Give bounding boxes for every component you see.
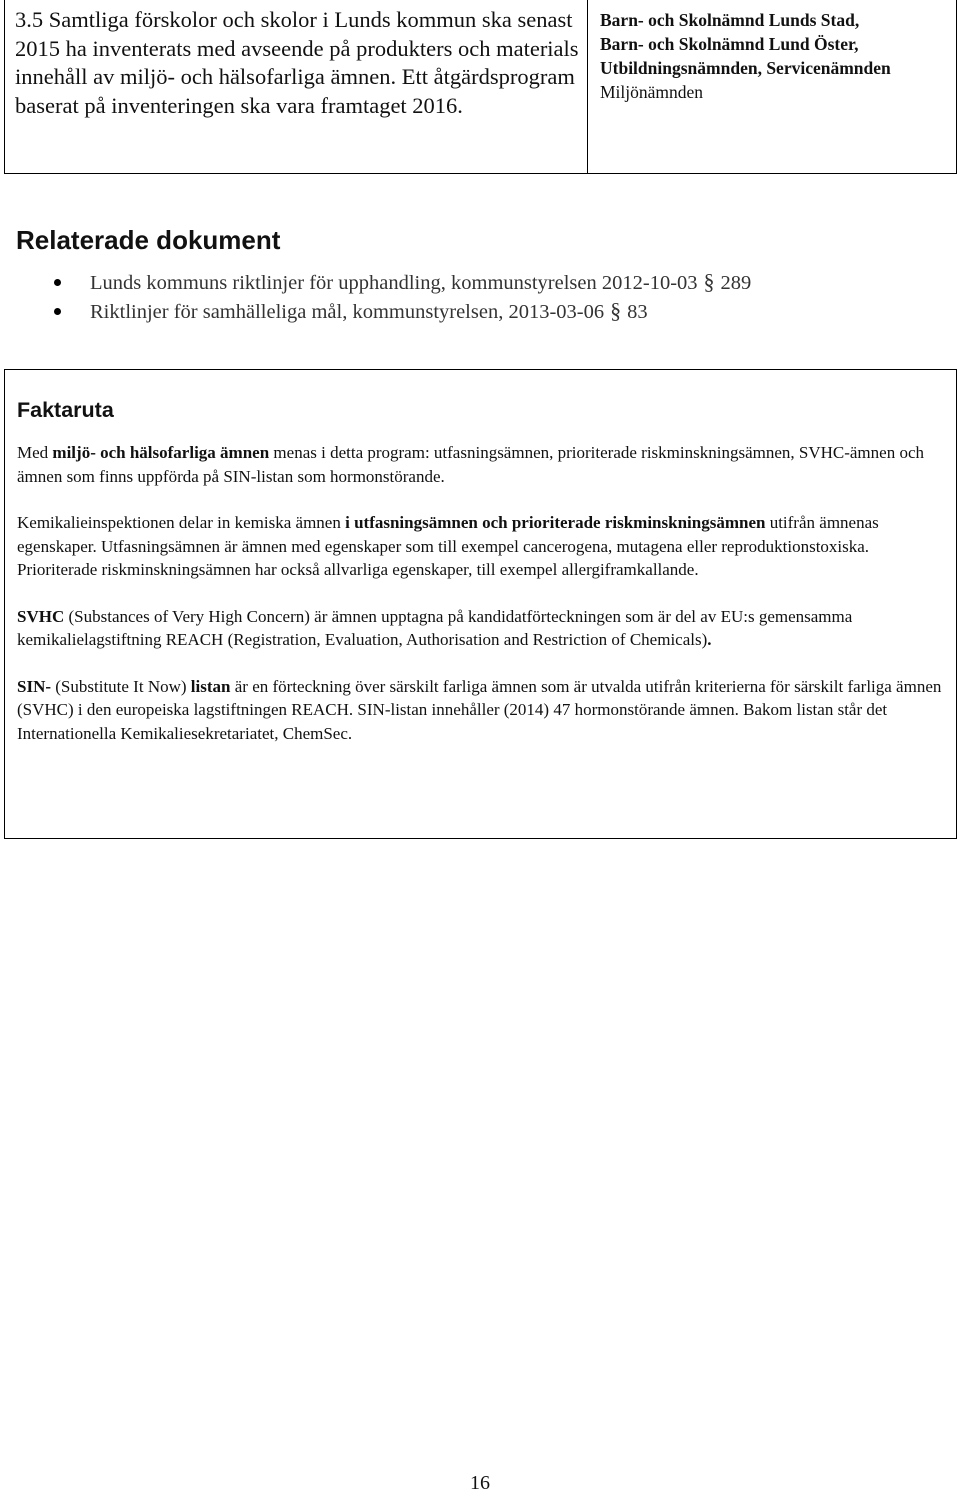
page-number: 16: [470, 1472, 490, 1494]
related-document-title: Lunds kommuns riktlinjer för upphandling, kommunstyrelsen 2012-10-03: [90, 272, 698, 294]
bullet-icon: [54, 308, 61, 315]
section-number: 289: [720, 272, 752, 294]
related-documents-heading: Relaterade dokument: [16, 225, 281, 255]
section-sign: §: [703, 269, 715, 294]
bold-term: miljö- och hälsofarliga ämnen: [52, 443, 270, 462]
responsible-body: Barn- och Skolnämnd Lund Öster,: [600, 34, 859, 54]
fact-paragraph: [17, 511, 942, 582]
bold-term: listan: [190, 676, 231, 696]
text-run: (Substances of Very High Concern) är ämnen upptagna på kandidatförteckningen som är del av EU:s gemensamma kemikalielagstiftning REACH (Registration, Evaluation, Authorisation and Restriction of Chemicals): [17, 606, 853, 649]
text-run: Med: [17, 443, 53, 462]
bold-term: SIN-: [17, 676, 52, 696]
fact-paragraph: [17, 675, 942, 746]
fact-paragraph: [17, 605, 942, 652]
text-run: är en förteckning över särskilt farliga ämnen som är utvalda utifrån kriterierna för särskilt farliga ämnen (SVHC) i den europeiska lagstiftningen REACH. SIN-listan innehåller (2014) 47 hormonstörande ämnen. Bakom listan står det Internationella Kemikaliesekretariatet, ChemSec.: [17, 676, 942, 743]
bold-term: .: [707, 630, 712, 649]
text-run: utifrån ämnenas egenskaper. Utfasningsämnen är ämnen med egenskaper som till exempel cancerogena, mutagena eller reproduktionstoxiska. Prioriterade riskminskningsämnen har också allvarliga egenskaper, till exempel allergiframkallande.: [17, 513, 879, 579]
text-run: Kemikalieinspektionen delar in kemiska ämnen: [17, 513, 346, 532]
list-item: [0, 268, 950, 297]
bullet-icon: [54, 279, 61, 286]
fact-box: [4, 369, 957, 839]
fact-paragraph: [17, 441, 942, 488]
text-run: (Substitute It Now): [51, 676, 191, 696]
list-item: [0, 297, 950, 326]
responsible-body: Utbildningsnämnden, Servicenämnden: [600, 58, 891, 78]
action-table-row: [4, 0, 957, 174]
responsible-bodies: [588, 0, 956, 173]
bold-term: i utfasningsämnen och prioriterade riskminskningsämnen: [345, 513, 766, 532]
fact-box-heading: Faktaruta: [17, 398, 114, 422]
action-description: 3.5 Samtliga förskolor och skolor i Lunds kommun ska senast 2015 ha inventerats med avseende på produkters och materials innehåll av miljö- och hälsofarliga ämnen. Ett åtgärdsprogram baserat på inventeringen ska vara framtaget 2016.: [5, 0, 588, 173]
related-document-title: Riktlinjer för samhälleliga mål, kommunstyrelsen, 2013-03-06: [90, 301, 605, 323]
responsible-body: Barn- och Skolnämnd Lunds Stad,: [600, 10, 860, 30]
section-number: 83: [627, 301, 648, 323]
responsible-body: Miljönämnden: [600, 82, 704, 102]
bold-term: SVHC: [17, 606, 65, 626]
text-run: menas i detta program: utfasningsämnen, prioriterade riskminskningsämnen, SVHC-ämnen och ämnen som finns uppförda på SIN-listan som hormonstörande.: [17, 443, 924, 486]
related-documents-list: [0, 268, 950, 326]
section-sign: §: [610, 298, 622, 323]
